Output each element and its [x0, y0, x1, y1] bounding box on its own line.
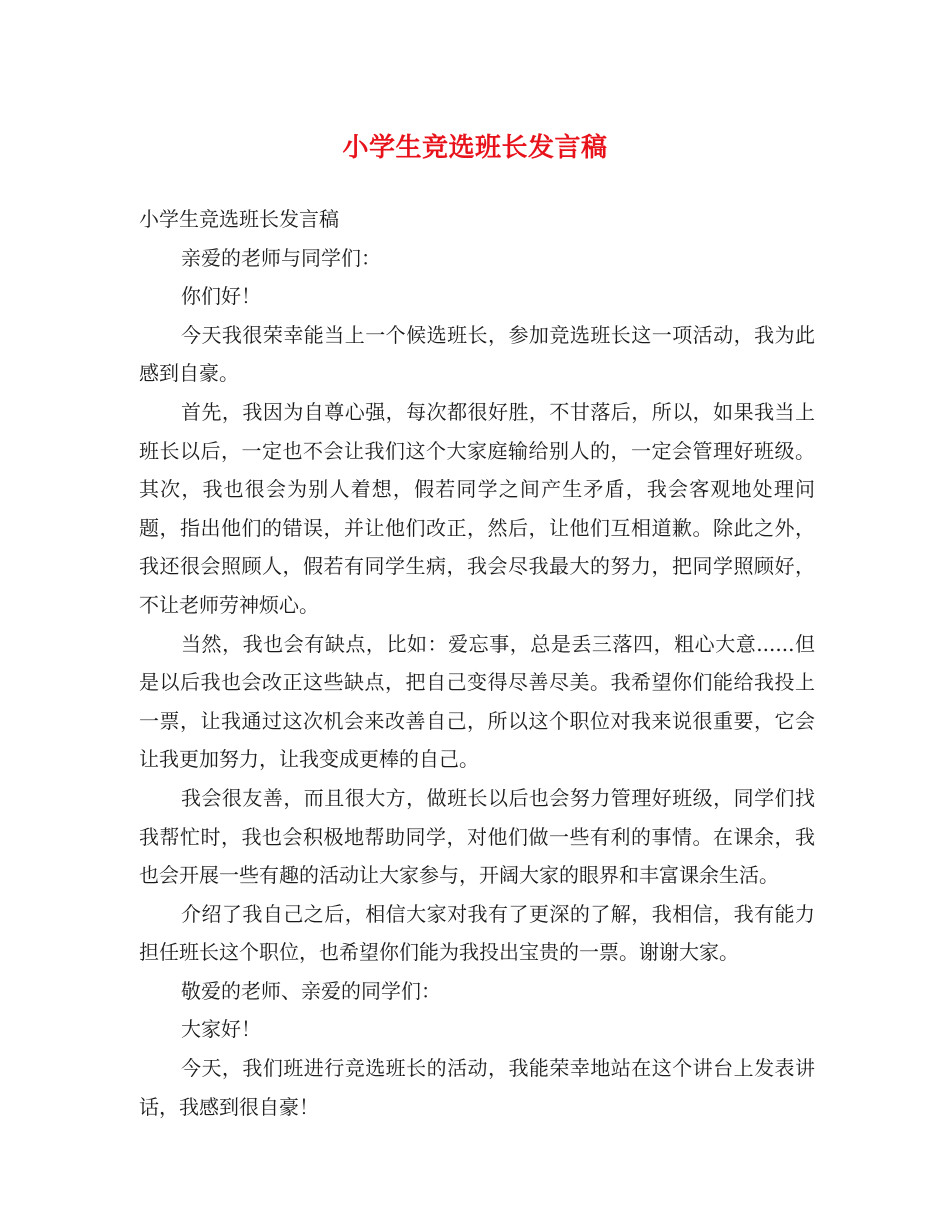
document-title: 小学生竞选班长发言稿: [342, 133, 608, 163]
paragraph-heading: 小学生竞选班长发言稿: [139, 207, 339, 231]
paragraph: 首先，我因为自尊心强，每次都很好胜，不甘落后，所以，如果我当上班长以后，一定也不会让我们这个大家庭输给别人的，一定会管理好班级。其次，我也很会为别人着想，假若同学之间产生矛盾，我会客观地处理问题，指出他们的错误，并让他们改正，然后，让他们互相道歉。除此之外，我还很会照顾人，假若有同学生病，我会尽我最大的努力，把同学照顾好，不让老师劳神烦心。: [139, 399, 815, 617]
paragraph: 当然，我也会有缺点，比如：爱忘事，总是丢三落四，粗心大意......但是以后我也会改正这些缺点，把自己变得尽善尽美。我希望你们能给我投上一票，让我通过这次机会来改善自己，所以这个职位对我来说很重要，它会让我更加努力，让我变成更棒的自己。: [139, 631, 815, 772]
paragraph: 我会很友善，而且很大方，做班长以后也会努力管理好班级，同学们找我帮忙时，我也会积极地帮助同学，对他们做一些有利的事情。在课余，我也会开展一些有趣的活动让大家参与，开阔大家的眼界和丰富课余生活。: [139, 785, 815, 888]
paragraph-salutation: 亲爱的老师与同学们：: [181, 245, 381, 270]
paragraph-greeting: 大家好！: [181, 1017, 261, 1042]
paragraph-greeting: 你们好！: [181, 284, 261, 309]
paragraph: 介绍了我自己之后，相信大家对我有了更深的了解，我相信，我有能力担任班长这个职位，也希望你们能为我投出宝贵的一票。谢谢大家。: [139, 901, 815, 965]
paragraph-salutation: 敬爱的老师、亲爱的同学们：: [181, 978, 441, 1003]
paragraph: 今天，我们班进行竞选班长的活动，我能荣幸地站在这个讲台上发表讲话，我感到很自豪！: [139, 1056, 815, 1119]
document-body: [139, 200, 815, 1126]
paragraph: 今天我很荣幸能当上一个候选班长，参加竞选班长这一项活动，我为此感到自豪。: [139, 322, 815, 386]
